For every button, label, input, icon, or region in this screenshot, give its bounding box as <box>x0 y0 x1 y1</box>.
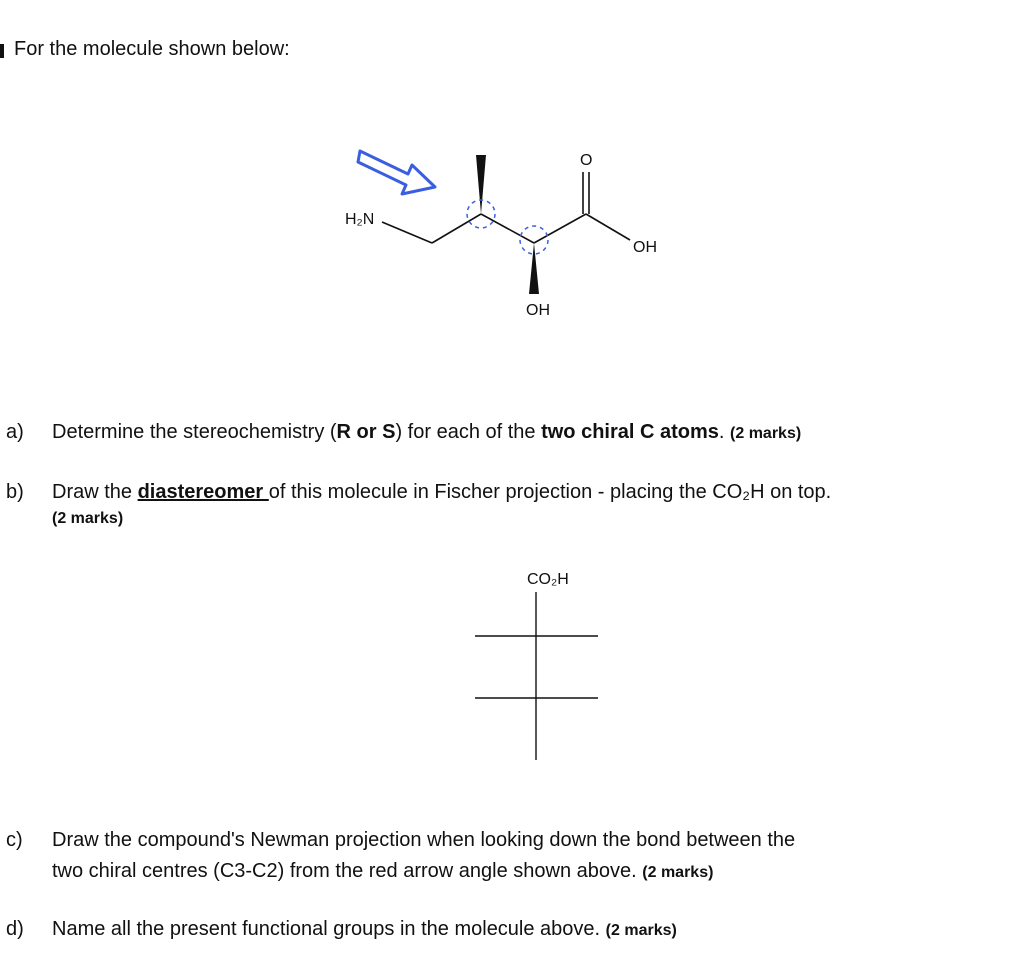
question-a-letter: a) <box>6 421 24 443</box>
question-c-letter: c) <box>6 829 23 851</box>
question-c-line1: Draw the compound's Newman projection when looking down the bond between the <box>52 829 796 851</box>
question-a: Determine the stereochemistry (R or S) for each of the two chiral C atoms. (2 marks) <box>52 421 802 443</box>
viewing-arrow-icon <box>358 151 435 194</box>
question-b-letter: b) <box>6 481 24 503</box>
intro-text: For the molecule shown below: <box>14 38 290 60</box>
bond-c1-oh <box>586 214 630 240</box>
wedge-methyl <box>476 155 486 214</box>
acid-oh-label: OH <box>633 239 657 256</box>
question-d: Name all the present functional groups in the molecule above. (2 marks) <box>52 918 677 940</box>
question-b: Draw the diastereomer of this molecule in Fischer projection - placing the CO₂H on top. <box>52 481 832 503</box>
question-d-letter: d) <box>6 918 24 940</box>
question-a-marks: (2 marks) <box>730 425 802 442</box>
wedge-hydroxyl <box>529 243 539 294</box>
bond-c4-c3 <box>432 214 481 243</box>
question-d-marks: (2 marks) <box>605 922 677 939</box>
alcohol-oh-label: OH <box>526 302 550 319</box>
question-c-marks: (2 marks) <box>642 864 714 881</box>
amine-label: H₂N <box>345 211 375 228</box>
question-c-line2: two chiral centres (C3-C2) from the red arrow angle shown above. (2 marks) <box>52 860 714 882</box>
fischer-top-label: CO₂H <box>527 571 569 588</box>
carbonyl-oxygen-label: O <box>580 152 593 169</box>
question-b-marks: (2 marks) <box>52 510 124 527</box>
bond-n-c4 <box>382 222 432 243</box>
